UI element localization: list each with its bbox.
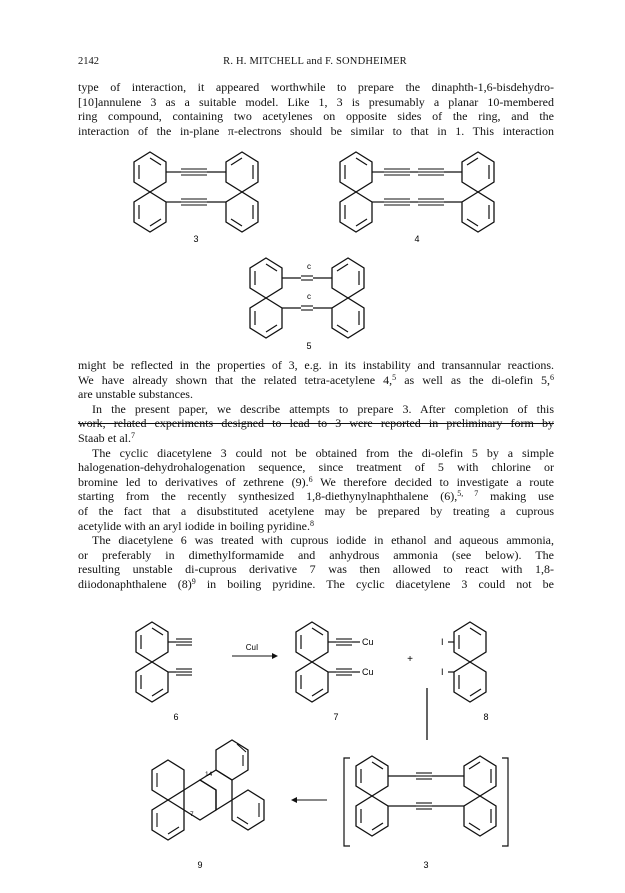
text-line-struck: work, related experiments designed to lead to 3 were reported in preliminary form by: [78, 416, 554, 431]
reference-superscript: 5, 7: [457, 489, 479, 499]
running-head-authors: R. H. MITCHELL and F. SONDHEIMER: [223, 56, 407, 67]
reaction-arrow-cui: [232, 643, 278, 659]
text-line: In the present paper, we describe attempts to prepare 3. After completion of this: [92, 401, 554, 416]
position-label: 14: [205, 771, 213, 778]
reaction-arrow-to-zethrene: [291, 797, 327, 803]
position-label: 7: [190, 811, 194, 818]
text-line: type of interaction, it appeared worthwhile to prepare the dinaphth-1,6-bisdehydro-: [78, 80, 554, 94]
structure-8: [441, 622, 489, 722]
text-line: [78, 489, 554, 504]
compound-label-8: 8: [483, 712, 489, 722]
text-line: The cyclic diacetylene 3 could not be obtained from the di-olefin 5 by a simple: [92, 445, 554, 460]
copper-label: Cu: [362, 637, 374, 647]
text-line: [78, 475, 554, 490]
text-segment: in boiling pyridine. The cyclic diacetylene 3 could not be: [195, 576, 554, 591]
atom-label: c: [307, 292, 311, 301]
reference-superscript: 8: [309, 518, 314, 528]
text-line: of the fact that a disubstituted acetylene may be prepared by treating a cuprous: [78, 503, 554, 518]
text-line: [78, 577, 554, 592]
text-segment: We have already shown that the related tetra-acetylene 4,: [78, 372, 393, 387]
paragraph-intro: [78, 80, 554, 138]
text-line: The diacetylene 6 was treated with cuprous iodide in ethanol and aqueous ammonia,: [92, 533, 554, 548]
compound-label-9: 9: [197, 860, 203, 870]
text-line: or preferably in dimethylformamide and anhydrous ammonia (see below). The: [78, 547, 554, 562]
running-header: [78, 56, 552, 70]
text-segment: starting from the recently synthesized 1,8-diethynylnaphthalene (6),: [78, 489, 458, 504]
paragraph-body: [78, 358, 554, 592]
text-segment: acetylide with an aryl iodide in boiling pyridine.: [78, 518, 310, 533]
iodo-label: I: [441, 667, 444, 677]
compound-label-6: 6: [173, 712, 179, 722]
text-line: halogenation-dehydrohalogenation sequence, since treatment of 5 with chlorine or: [78, 460, 554, 475]
structure-7: [296, 622, 374, 722]
text-segment: as well as the di-olefin 5,: [396, 372, 550, 387]
text-segment: Staab et al.: [78, 430, 131, 445]
reference-superscript: 6: [308, 474, 313, 484]
text-line: might be reflected in the properties of 3, e.g. in its instability and transannular reactions.: [78, 358, 554, 372]
reagent-label: CuI: [245, 643, 259, 652]
text-segment: We therefore decided to investigate a route: [312, 474, 554, 489]
text-line: interaction of the in-plane π-electrons should be similar to that in 1. This interaction: [78, 123, 554, 138]
structures-3-4-5-figure: [0, 140, 625, 355]
text-line: ring compound, containing two acetylenes on opposite sides of the ring, and the: [78, 109, 554, 124]
structure-9-zethrene: [152, 740, 264, 870]
text-line: are unstable substances.: [78, 387, 193, 402]
reference-superscript: 5: [392, 372, 397, 382]
copper-label: Cu: [362, 667, 374, 677]
iodo-label: I: [441, 637, 444, 647]
text-segment: making use: [478, 489, 554, 504]
text-line: resulting unstable di-cuprous derivative 7 was then allowed to react with 1,8-: [78, 562, 554, 577]
text-line: [78, 373, 554, 388]
compound-label-7: 7: [333, 712, 339, 722]
reference-superscript: 9: [191, 576, 196, 586]
compound-label-5: 5: [306, 341, 312, 351]
compound-label-3: 3: [423, 860, 429, 870]
text-segment: bromine led to derivatives of zethrene (9).: [78, 474, 309, 489]
atom-label: c: [307, 262, 311, 271]
structure-5: [250, 258, 364, 351]
reference-superscript: 7: [130, 430, 135, 440]
structure-4: [340, 152, 494, 244]
text-line: [78, 431, 554, 446]
structure-3-bracketed: [344, 756, 508, 870]
text-line: [78, 519, 554, 534]
reference-superscript: 6: [549, 372, 554, 382]
text-segment: diiodonaphthalene (8): [78, 576, 192, 591]
compound-label-3: 3: [193, 234, 199, 244]
reaction-scheme: [0, 610, 625, 893]
page-number: 2142: [78, 56, 99, 67]
compound-label-4: 4: [414, 234, 420, 244]
text-line: [10]annulene 3 as a suitable model. Like 1, 3 is presumably a planar 10-membered: [78, 94, 554, 109]
plus-sign: +: [407, 654, 413, 665]
structure-3: [134, 152, 258, 244]
structure-6: [136, 622, 192, 722]
